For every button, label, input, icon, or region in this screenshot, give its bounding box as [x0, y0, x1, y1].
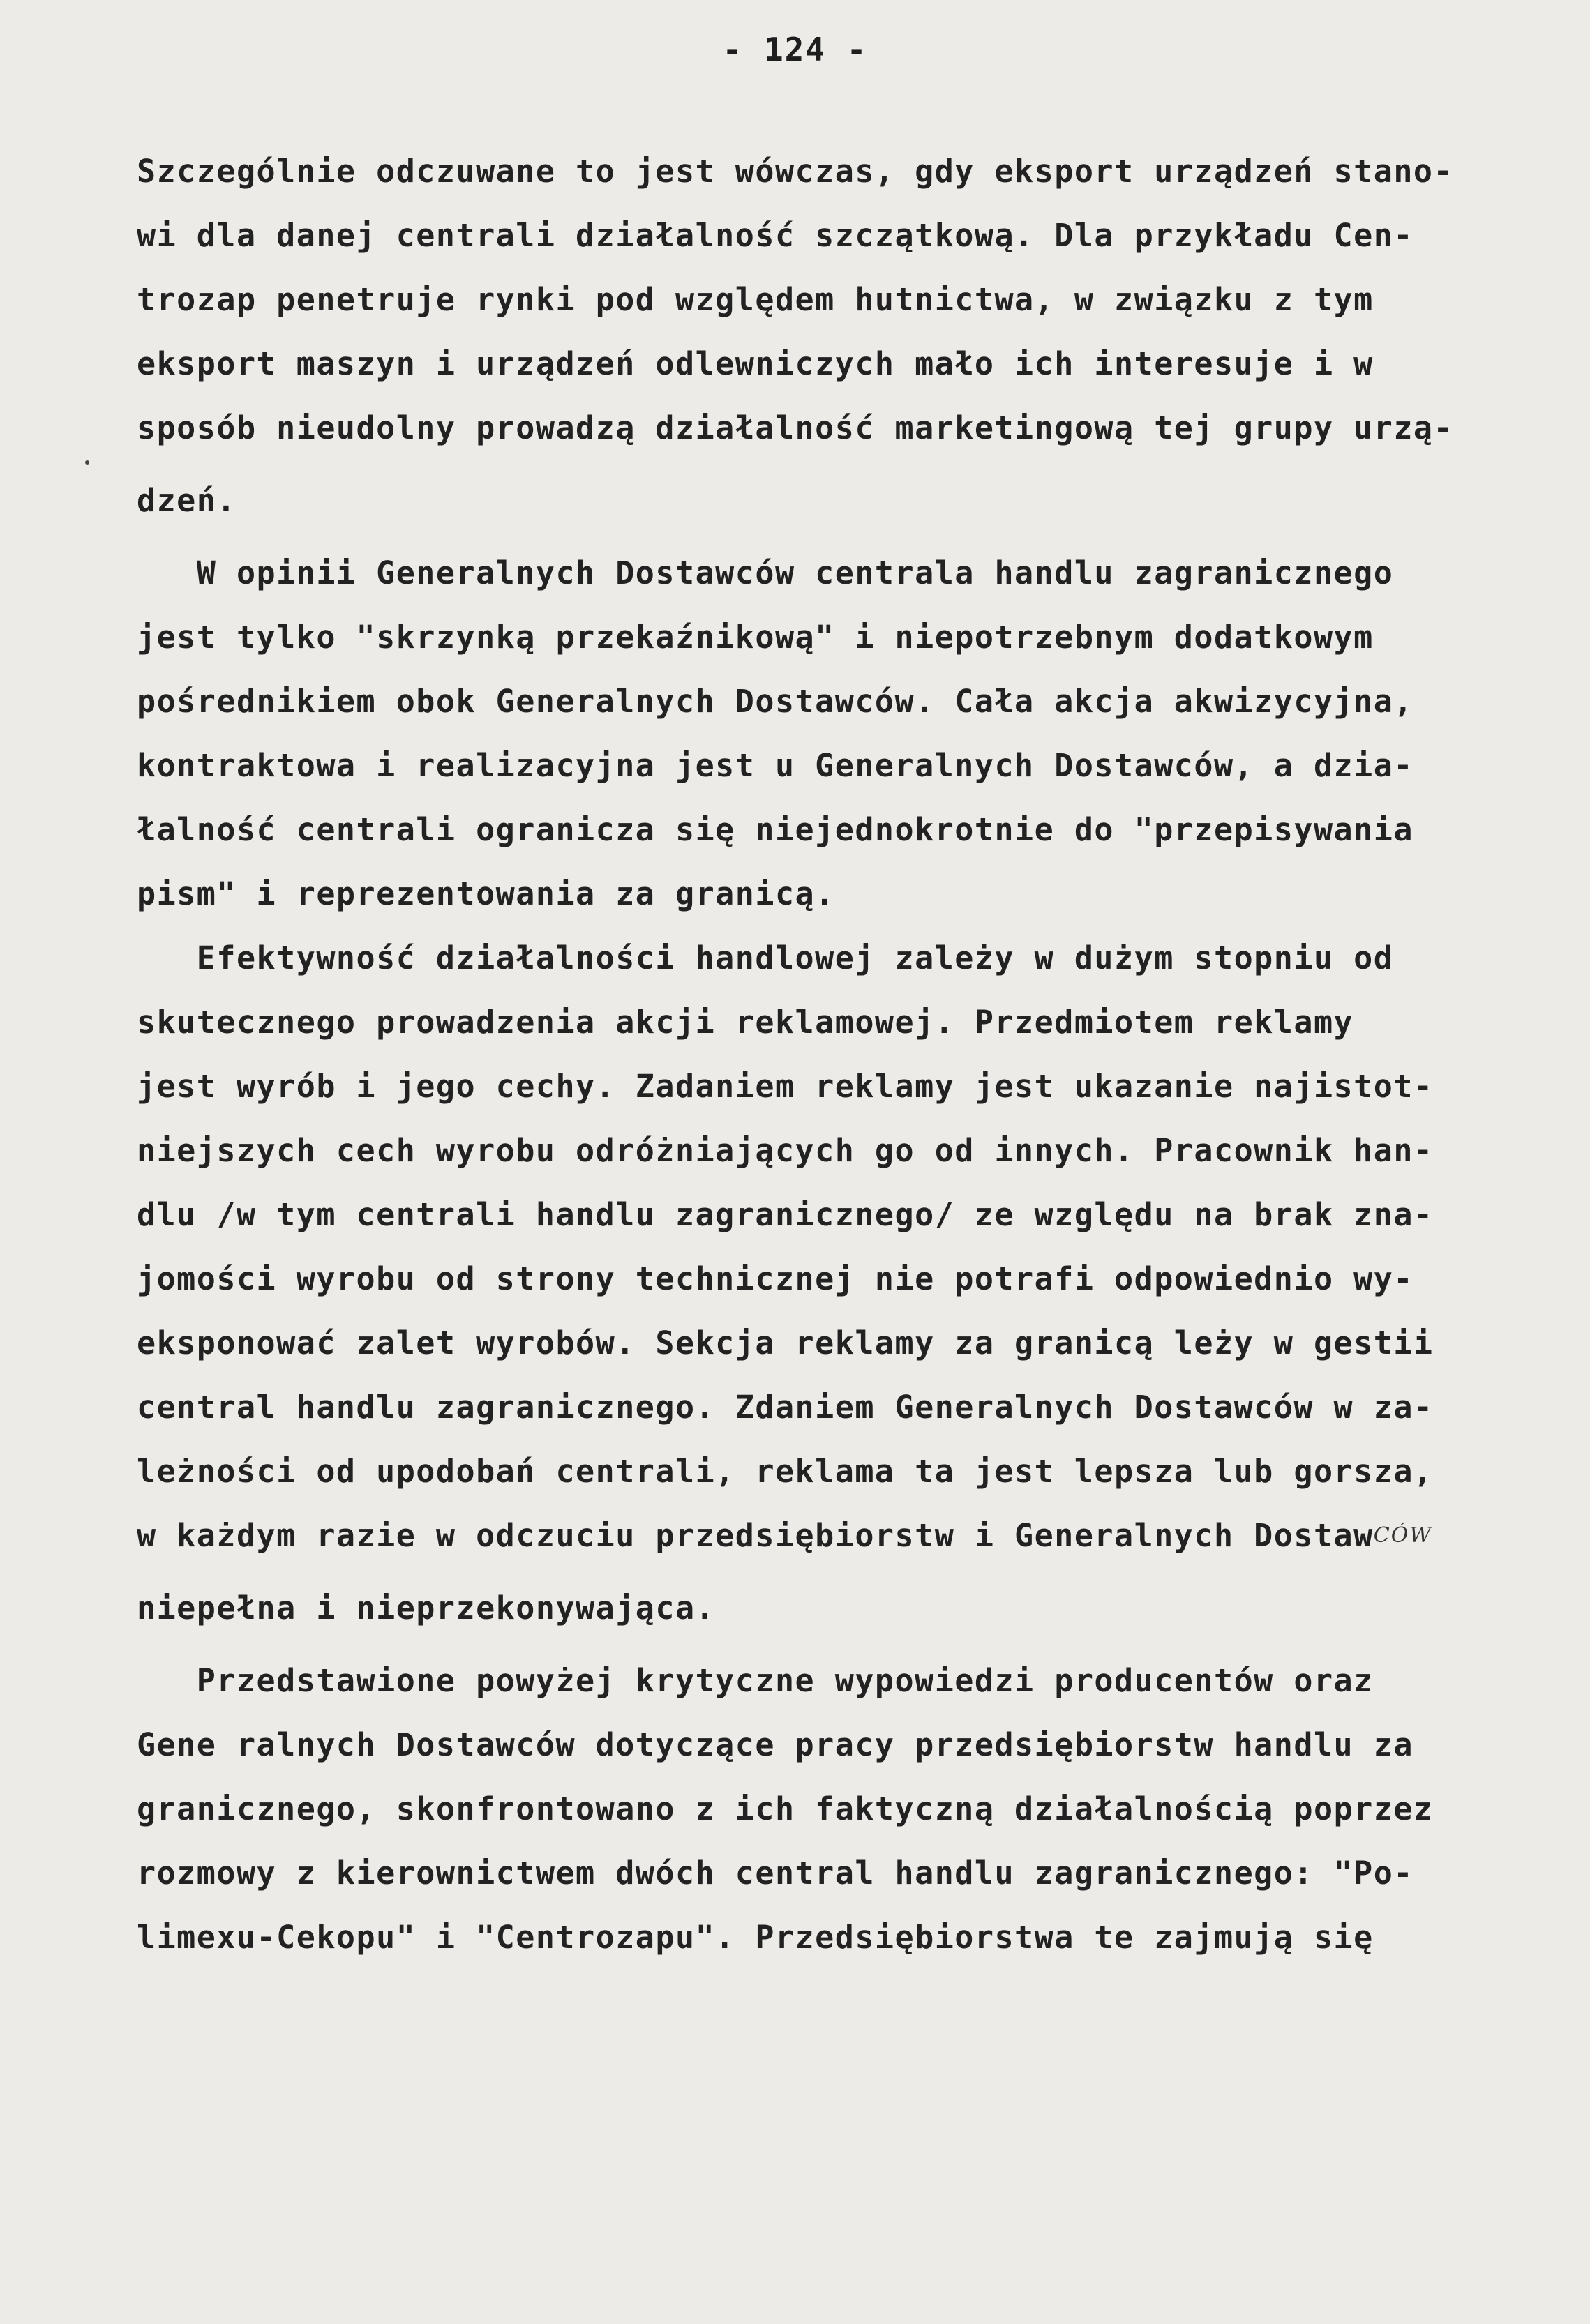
text-line-content: eksponować zalet wyrobów. Sekcja reklamy za granicą leży w gestii [137, 1325, 1434, 1361]
text-line-content: niejszych cech wyrobu odróżniających go od innych. Pracownik han- [137, 1132, 1434, 1169]
text-line [137, 1504, 1525, 1568]
text-line [137, 862, 1525, 926]
text-line-content: Efektywność działalności handlowej zależy w dużym stopniu od [137, 940, 1394, 976]
margin-mark [85, 460, 89, 465]
text-line-content: Przedstawione powyżej krytyczne wypowiedzi producentów oraz [137, 1662, 1374, 1699]
text-line [137, 460, 1525, 541]
text-line [137, 1055, 1525, 1119]
text-line-content: w każdym razie w odczuciu przedsiębiorstw i Generalnych Dostaw [137, 1517, 1374, 1554]
text-line-content: central handlu zagranicznego. Zdaniem Generalnych Dostawców w za- [137, 1389, 1434, 1426]
text-line [137, 332, 1525, 396]
handwritten-correction: CÓW [1373, 1523, 1433, 1548]
text-line [137, 1183, 1525, 1247]
text-line [137, 1906, 1525, 1970]
text-line [137, 1777, 1525, 1841]
text-line-content: limexu-Cekopu" i "Centrozapu". Przedsiębiorstwa te zajmują się [137, 1919, 1374, 1956]
text-line-content: Gene ralnych Dostawców dotyczące pracy przedsiębiorstw handlu za [137, 1726, 1413, 1763]
text-line-content: trozap penetruje rynki pod względem hutnictwa, w związku z tym [137, 281, 1374, 318]
text-line [137, 268, 1525, 332]
text-line [137, 541, 1525, 605]
text-line [137, 670, 1525, 734]
text-line [137, 798, 1525, 862]
text-line [137, 1841, 1525, 1906]
text-line-content: jest tylko "skrzynką przekaźnikową" i niepotrzebnym dodatkowym [137, 619, 1374, 656]
typewritten-text-block [137, 139, 1525, 1970]
text-line [137, 1375, 1525, 1440]
text-line-content: leżności od upodobań centrali, reklama ta jest lepsza lub gorsza, [137, 1453, 1434, 1490]
text-line-content: pośrednikiem obok Generalnych Dostawców. Cała akcja akwizycyjna, [137, 683, 1413, 720]
text-line [137, 396, 1525, 460]
text-line-content: rozmowy z kierownictwem dwóch central handlu zagranicznego: "Po- [137, 1855, 1413, 1892]
text-line [137, 139, 1525, 204]
text-line [137, 1119, 1525, 1183]
text-line-content: dzeń. [137, 482, 237, 519]
page-number: - 124 - [722, 31, 868, 68]
text-line-content: skutecznego prowadzenia akcji reklamowej. Przedmiotem reklamy [137, 1004, 1354, 1041]
text-line-content: dlu /w tym centrali handlu zagranicznego/ ze względu na brak zna- [137, 1196, 1434, 1233]
text-line-content: pism" i reprezentowania za granicą. [137, 875, 835, 912]
text-line-content: jomości wyrobu od strony technicznej nie potrafi odpowiednio wy- [137, 1260, 1413, 1297]
text-line-content: Szczególnie odczuwane to jest wówczas, gdy eksport urządzeń stano- [137, 153, 1454, 190]
text-line [137, 734, 1525, 798]
text-line-content: granicznego, skonfrontowano z ich faktyczną działalnością poprzez [137, 1790, 1434, 1827]
text-line [137, 1311, 1525, 1375]
text-line-content: eksport maszyn i urządzeń odlewniczych mało ich interesuje i w [137, 345, 1374, 382]
text-line [137, 1713, 1525, 1777]
text-line-content: łalność centrali ogranicza się niejednokrotnie do "przepisywania [137, 811, 1413, 848]
text-line-content: sposób nieudolny prowadzą działalność marketingową tej grupy urzą- [137, 409, 1454, 446]
text-line-content: kontraktowa i realizacyjna jest u Generalnych Dostawców, a dzia- [137, 747, 1413, 784]
text-line [137, 1568, 1525, 1649]
text-line-content: jest wyrób i jego cechy. Zadaniem reklamy jest ukazanie najistot- [137, 1068, 1434, 1105]
text-line-content: niepełna i nieprzekonywająca. [137, 1590, 716, 1627]
text-line [137, 926, 1525, 990]
text-line [137, 1649, 1525, 1713]
text-line [137, 1440, 1525, 1504]
text-line [137, 204, 1525, 268]
text-line [137, 1247, 1525, 1311]
text-line-content: W opinii Generalnych Dostawców centrala handlu zagranicznego [137, 554, 1394, 591]
text-line [137, 605, 1525, 670]
text-line [137, 990, 1525, 1055]
text-line-content: wi dla danej centrali działalność szczątkową. Dla przykładu Cen- [137, 217, 1413, 254]
